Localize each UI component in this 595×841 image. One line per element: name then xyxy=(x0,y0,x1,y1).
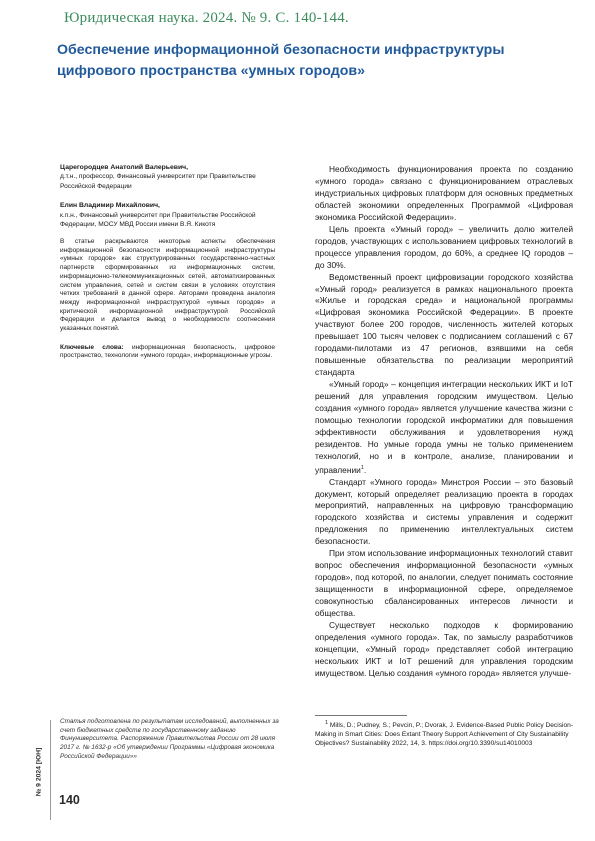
author-name: Елин Владимир Михайлович, xyxy=(60,202,160,210)
author-affiliation: к.п.н., Финансовый университет при Правительстве Российской Федерации, МОСУ МВД России имени В.Я. Кикотя xyxy=(60,211,256,229)
issue-vertical-label: № 9 2024 [ЮН] xyxy=(35,747,43,797)
funding-note: Статья подготовлена по результатам исследований, выполненных за счет бюджетных средств по государственному заданию Финуниверситета. Распоряжение Правительства России от 28 июля 2017 г. № 1632-р «Об утверждении Программы «Цифровая экономика Российской Федерации»» xyxy=(60,718,279,760)
footnote-ref: 1 xyxy=(360,464,364,471)
keywords-label: Ключевые слова: xyxy=(60,343,124,351)
page-number: 140 xyxy=(59,793,80,807)
paragraph: Необходимость функционирования проекта по созданию «умного города» связано с функционированием отраслевых индустриальных цифровых платформ для основных предметных областей экономики определенных Программой «Цифровая экономика Российской Федерации». xyxy=(315,164,573,222)
margin-divider xyxy=(50,720,51,820)
author-name: Царегородцев Анатолий Валерьевич, xyxy=(60,164,188,171)
footnote-marker: 1 xyxy=(325,720,329,726)
article-title: Обеспечение информационной безопасности инфраструктуры цифрового пространства «умных городов» xyxy=(57,42,505,79)
paragraph-text: «Умный город» – концепция интеграции нескольких ИКТ и IoT решений для управления городским имуществом. Целью создания «умного города» является улучшение качества жизни с помощью технологии городской информатики для повышения эффективности обслуживания и удовлетворения нужд резидентов. Но умные города умны не только применением технологий, но и в контроле, анализе, планировании и управлении xyxy=(315,379,573,475)
footnote xyxy=(315,719,573,749)
abstract-text: В статье раскрываются некоторые аспекты обеспечения информационной безопасности информационной инфраструктуры «умных городов» как структурированных государственно-частных партнерств сформированных из информационных систем, информационно-телекоммуникационных сетей, автоматизированных систем управления, сетей и систем связи в условиях отсутствия четких требований в данной сфере. Авторами проведена аналогия между информационной инфраструктурой «умных городов» и критической информационной инфраструктурой Российской Федерации и делается вывод о необходимости соотнесения указанных понятий. xyxy=(60,238,275,333)
paragraph xyxy=(315,379,573,476)
journal-header: Юридическая наука. 2024. № 9. С. 140-144. xyxy=(64,10,349,26)
paragraph: При этом использование информационных технологий ставит вопрос обеспечения информационной безопасности «умных городов», под которой, по аналогии, следует понимать состояние защищенности в информационной сфере, определяемое совокупностью сбалансированных интересов личности и общества. xyxy=(315,548,573,619)
footnote-rule xyxy=(315,715,407,716)
authors-block xyxy=(60,163,285,239)
paragraph: Стандарт «Умного города» Минстроя России – это базовый документ, который определяет реализацию проекта в городах мероприятий, направленных на цифровую трансформацию городского хозяйства и системы управления и содержит предложения по применению интеллектуальных систем безопасности. xyxy=(315,476,573,547)
author-affiliation: д.т.н., профессор, Финансовый университет при Правительстве Российской Федерации xyxy=(60,173,256,190)
keywords xyxy=(60,344,275,361)
keywords-text: информационная безопасность, цифровое пространство, технологии «умного города», информационные угрозы. xyxy=(60,343,276,360)
abstract-block xyxy=(60,238,275,361)
footnote-text: Mills, D.; Pudney, S.; Pevcin, P.; Dvorak, J. Evidence-Based Public Policy Decision-Making in Smart Cities: Does Extant Theory Support Achievement of City Sustainability Objectives? Sustainability 2022, 14, 3. https://doi.org/10.3390/su14010003 xyxy=(315,722,573,747)
paragraph-tail: . xyxy=(363,464,367,475)
paragraph: Ведомственный проект цифровизации городского хозяйства «Умный город» реализуется в рамках национального проекта «Жилье и городская среда» и национальной программы «Цифровая экономика Российской Федерации». В проекте участвуют более 200 городов, численность жителей которых превышает 100 тысяч человек с подписанием соглашений с 67 городами-пилотами из 47 регионов, взявшими на себя повышенные обязательства по реализации мероприятий стандарта xyxy=(315,271,573,378)
paragraph: Цель проекта «Умный город» – увеличить долю жителей городов, участвующих с использованием цифровых технологий в процессе управления городом, до 60%, а среднее IQ городов – до 30%. xyxy=(315,223,573,270)
paragraph: Существует несколько подходов к формированию определения «умного города». Так, по замыслу разработчиков концепции, «Умный город» представляет собой интеграцию нескольких ИКТ и IoT решений для управления городским имуществом. Целью создания «умного города» является улучше- xyxy=(315,620,573,678)
body-text xyxy=(315,164,573,680)
